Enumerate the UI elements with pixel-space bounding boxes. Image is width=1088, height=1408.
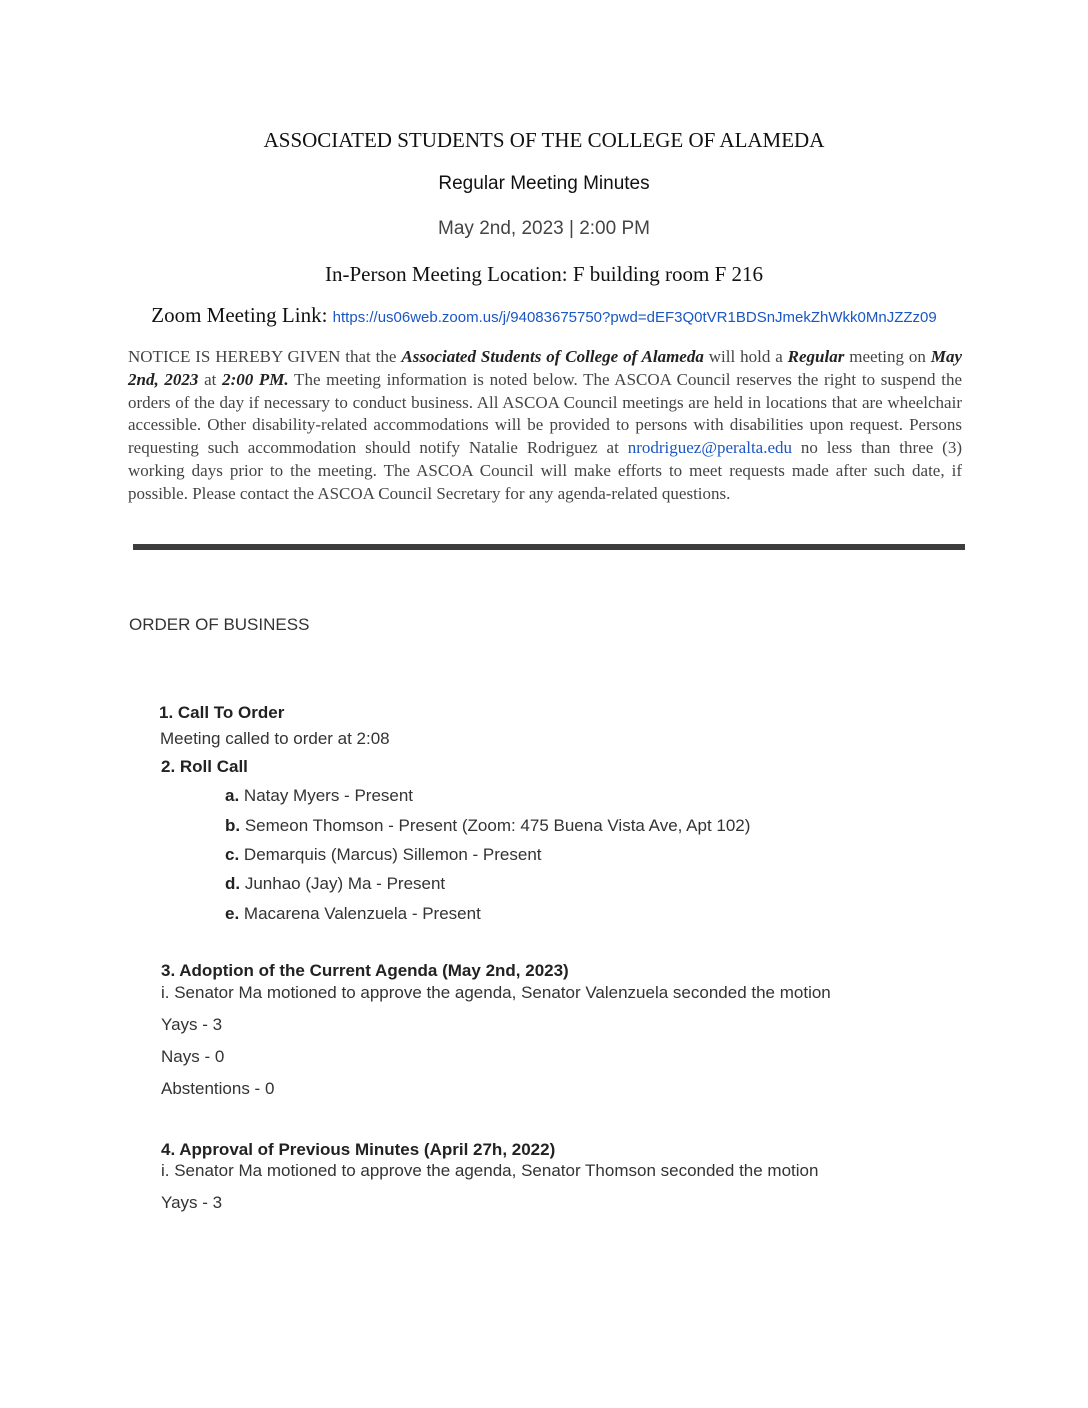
- list-marker: d.: [225, 874, 241, 893]
- roll-call-entry: [225, 816, 750, 836]
- roll-call-name: Junhao (Jay) Ma - Present: [244, 874, 446, 893]
- notice-text: will hold a: [703, 347, 788, 366]
- meeting-datetime: May 2nd, 2023 | 2:00 PM: [438, 218, 650, 239]
- notice-text: The meeting information is noted below. The ASCOA Council reserves the right to suspend the orders of the day if necessary to conduct business. All ASCOA Council meetings are held in locations that are wheelchair accessible. Other disability-related accommodations will be provided to persons with disabilities upon request. Persons requesting such accommodation should notify Natalie Rodriguez at: [128, 369, 962, 458]
- roll-call-entry: [225, 904, 481, 924]
- adoption-heading: 3. Adoption of the Current Agenda (May 2nd, 2023): [161, 961, 569, 980]
- roll-call-entry: [225, 786, 413, 806]
- roll-call-entry: [225, 874, 445, 894]
- notice-org: Associated Students of College of Alameda: [401, 347, 704, 366]
- adoption-motion: i. Senator Ma motioned to approve the agenda, Senator Valenzuela seconded the motion: [161, 983, 831, 1002]
- call-to-order-text: Meeting called to order at 2:08: [160, 729, 390, 748]
- list-marker: a.: [225, 786, 240, 805]
- notice-meeting-type: Regular: [787, 347, 845, 366]
- roll-call-name: Macarena Valenzuela - Present: [243, 904, 481, 923]
- org-title: ASSOCIATED STUDENTS OF THE COLLEGE OF ALAMEDA: [263, 128, 825, 152]
- call-to-order-heading: 1. Call To Order: [159, 703, 285, 722]
- order-of-business-heading: ORDER OF BUSINESS: [129, 615, 310, 634]
- zoom-link[interactable]: https://us06web.zoom.us/j/94083675750?pwd=dEF3Q0tVR1BDSnJmekZhWkk0MnJZZz09: [332, 309, 937, 326]
- section-divider: [133, 544, 965, 550]
- zoom-label: Zoom Meeting Link:: [151, 303, 328, 327]
- list-marker: e.: [225, 904, 240, 923]
- notice-text: no less than three (3) working days prior to the meeting. The ASCOA Council will make efforts to meet requests made after such date, if possible. Please contact the ASCOA Council Secretary for any agenda-related questions.: [128, 438, 962, 503]
- approval-yays: Yays - 3: [161, 1193, 223, 1212]
- zoom-line: [0, 303, 1088, 328]
- roll-call-name: Natay Myers - Present: [243, 786, 414, 805]
- list-marker: c.: [225, 845, 240, 864]
- notice-paragraph: [128, 346, 962, 506]
- roll-call-name: Semeon Thomson - Present (Zoom: 475 Buena Vista Ave, Apt 102): [244, 816, 751, 835]
- roll-call-entry: [225, 845, 542, 865]
- notice-text: at: [198, 369, 223, 389]
- meeting-location: In-Person Meeting Location: F building room F 216: [324, 262, 764, 286]
- notice-text: meeting on: [844, 347, 931, 366]
- roll-call-heading: 2. Roll Call: [161, 757, 248, 776]
- adoption-yays: Yays - 3: [161, 1015, 223, 1034]
- adoption-abstentions: Abstentions - 0: [161, 1079, 275, 1098]
- roll-call-name: Demarquis (Marcus) Sillemon - Present: [243, 845, 542, 864]
- approval-heading: 4. Approval of Previous Minutes (April 27h, 2022): [161, 1140, 556, 1159]
- document-title: Regular Meeting Minutes: [438, 173, 650, 194]
- notice-time: 2:00 PM.: [222, 369, 289, 389]
- contact-email-link[interactable]: nrodriguez@peralta.edu: [627, 438, 793, 458]
- notice-date: May 2nd, 2023: [128, 347, 962, 389]
- list-marker: b.: [225, 816, 241, 835]
- notice-text: NOTICE IS HEREBY GIVEN that the: [128, 347, 402, 366]
- approval-motion: i. Senator Ma motioned to approve the agenda, Senator Thomson seconded the motion: [161, 1161, 819, 1180]
- adoption-nays: Nays - 0: [161, 1047, 225, 1066]
